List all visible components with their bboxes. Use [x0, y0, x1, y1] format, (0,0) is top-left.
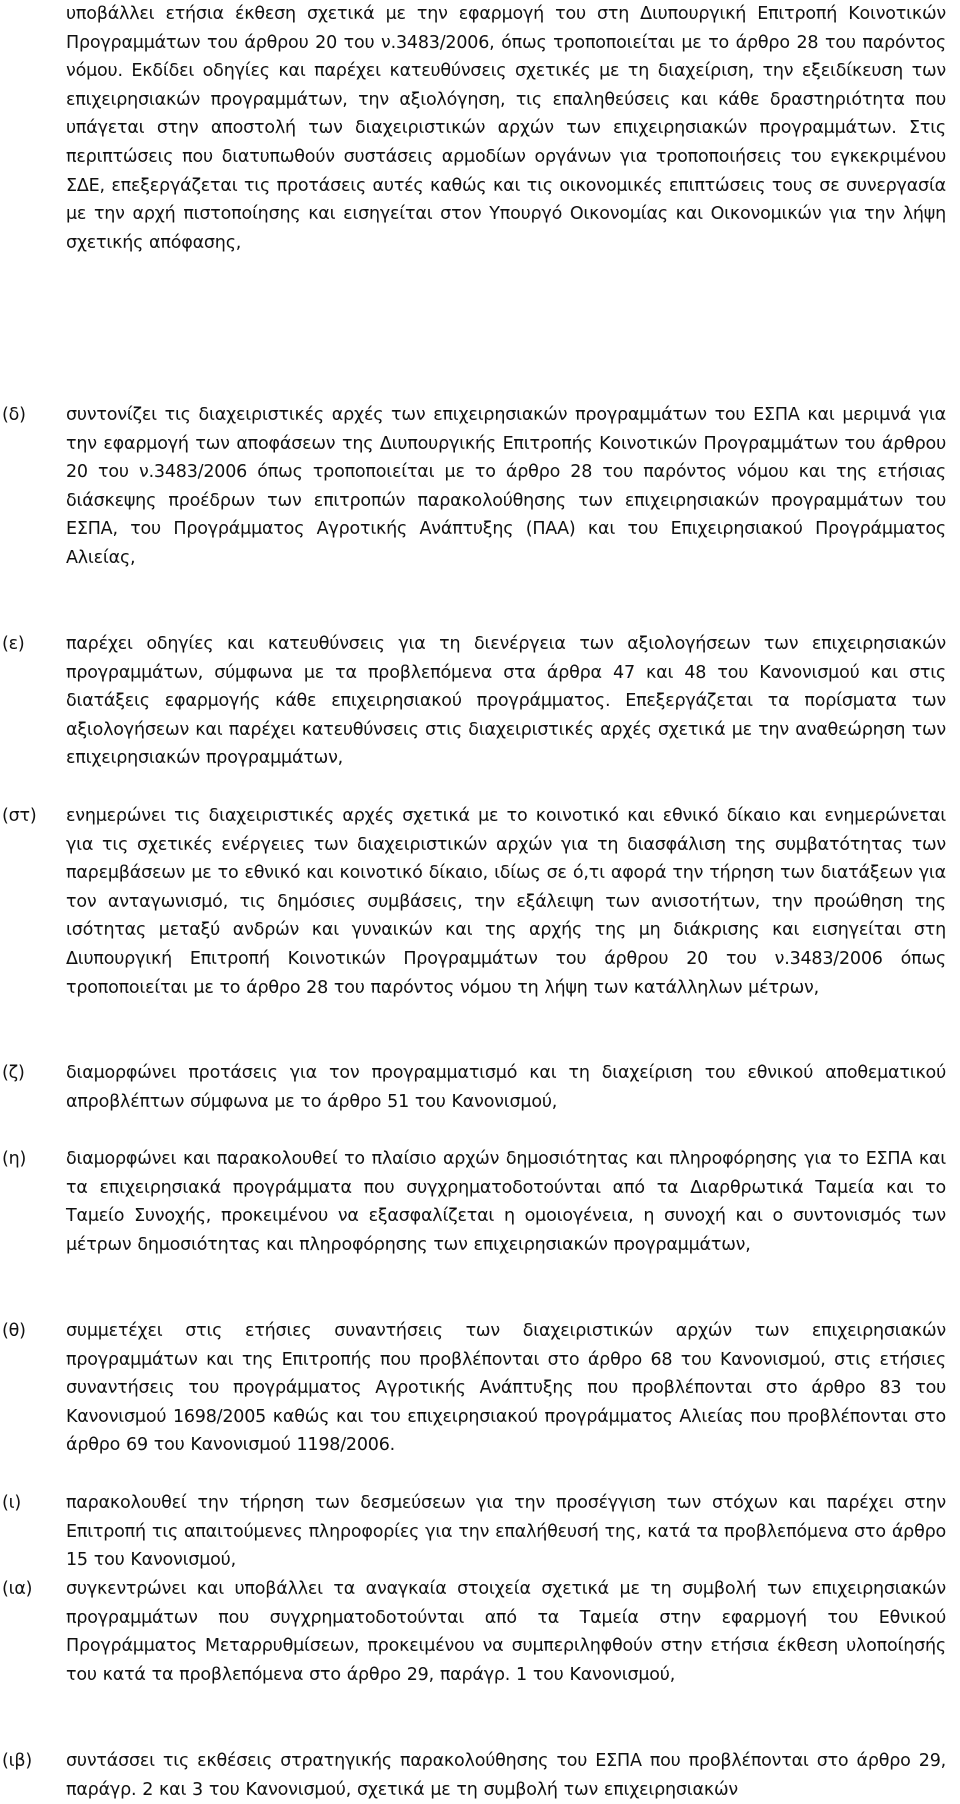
item-marker: (ια) [2, 1579, 33, 1599]
item-marker: (θ) [2, 1321, 26, 1341]
item-text: διαμορφώνει προτάσεις για τον προγραμματισμό και τη διαχείριση του εθνικού αποθεματικού απροβλέπτων σύμφωνα με το άρθρο 51 του Κανονισμού, [66, 1063, 946, 1112]
item-text: συντάσσει τις εκθέσεις στρατηγικής παρακολούθησης του ΕΣΠΑ που προβλέπονται στο άρθρο 29, παράγρ. 2 και 3 του Κανονισμού, σχετικά με τη συμβολή των επιχειρησιακών [66, 1751, 946, 1800]
item-marker: (ιβ) [2, 1751, 32, 1771]
item-text: παρακολουθεί την τήρηση των δεσμεύσεων για την προσέγγιση των στόχων και παρέχει στην Επιτροπή τις απαιτούμενες πληροφορίες για την επαλήθευσή της, κατά τα προβλεπόμενα στο άρθρο 15 του Κανονισμού, [66, 1493, 946, 1571]
item-marker: (ζ) [2, 1063, 25, 1083]
item-text: παρέχει οδηγίες και κατευθύνσεις για τη διενέργεια των αξιολογήσεων των επιχειρησιακών προγραμμάτων, σύμφωνα με τα προβλεπόμενα στα άρθρα 47 και 48 του Κανονισμού και στις διατάξεις εφαρμογής κάθε επιχειρησιακού προγράμματος. Επεξεργάζεται τα πορίσματα των αξιολογήσεων και παρέχει κατευθύνσεις στις διαχειριστικές αρχές σχετικά με την αναθεώρηση των επιχειρησιακών προγραμμάτων, [66, 634, 946, 769]
item-text: συντονίζει τις διαχειριστικές αρχές των επιχειρησιακών προγραμμάτων του ΕΣΠΑ και μεριμνά για την εφαρμογή των αποφάσεων της Διυπουργικής Επιτροπής Κοινοτικών Προγραμμάτων του άρθρου 20 του ν.3483/2006 όπως τροποποιείται με το άρθρο 28 του παρόντος νόμου και της ετήσιας διάσκεψης προέδρων των επιτροπών παρακολούθησης των επιχειρησιακών προγραμμάτων του ΕΣΠΑ, του Προγράμματος Αγροτικής Ανάπτυξης (ΠΑΑ) και του Επιχειρησιακού Προγράμματος Αλιείας, [66, 405, 946, 568]
item-marker: (δ) [2, 405, 26, 425]
item-text: διαμορφώνει και παρακολουθεί το πλαίσιο αρχών δημοσιότητας και πληροφόρησης για το ΕΣΠΑ και τα επιχειρησιακά προγράμματα που συγχρηματοδοτούνται από τα Διαρθρωτικά Ταμεία και το Ταμείο Συνοχής, προκειμένου να εξασφαλίζεται η ομοιογένεια, η συνοχή και ο συντονισμός των μέτρων δημοσιότητας και πληροφόρησης των επιχειρησιακών προγραμμάτων, [66, 1149, 946, 1255]
item-marker: (ι) [2, 1493, 21, 1513]
item-marker: (ε) [2, 634, 25, 654]
item-text: ενημερώνει τις διαχειριστικές αρχές σχετικά με το κοινοτικό και εθνικό δίκαιο και ενημερώνεται για τις σχετικές ενέργειες των διαχειριστικών αρχών για τη διασφάλιση της συμβατότητας των παρεμβάσεων με το εθνικό και κοινοτικό δίκαιο, ιδίως σε ό,τι αφορά την τήρηση των διατάξεων για τον ανταγωνισμό, τις δημόσιες συμβάσεις, την εξάλειψη των ανισοτήτων, την προώθηση της ισότητας μεταξύ ανδρών και γυναικών και της αρχής της μη διάκρισης και εισηγείται στη Διυπουργική Επιτροπή Κοινοτικών Προγραμμάτων του άρθρου 20 του ν.3483/2006 όπως τροποποιείται με το άρθρο 28 του παρόντος νόμου τη λήψη των κατάλληλων μέτρων, [66, 806, 946, 998]
item-marker: (η) [2, 1149, 27, 1169]
item-marker: (στ) [2, 806, 37, 826]
paragraph-text: υποβάλλει ετήσια έκθεση σχετικά με την εφαρμογή του στη Διυπουργική Επιτροπή Κοινοτικών Προγραμμάτων του άρθρου 20 του ν.3483/2006, όπως τροποποιείται με το άρθρο 28 του παρόντος νόμου. Εκδίδει οδηγίες και παρέχει κατευθύνσεις σχετικές με τη διαχείριση, την εξειδίκευση των επιχειρησιακών προγραμμάτων, την αξιολόγηση, τις επαληθεύσεις και κάθε δραστηριότητα που υπάγεται στην αποστολή των διαχειριστικών αρχών των επιχειρησιακών προγραμμάτων. Στις περιπτώσεις που διατυπωθούν συστάσεις αρμοδίων οργάνων για τροποποιήσεις του εγκεκριμένου ΣΔΕ, επεξεργάζεται τις προτάσεις αυτές καθώς και τις οικονομικές επιπτώσεις τους σε συνεργασία με την αρχή πιστοποίησης και εισηγείται στον Υπουργό Οικονομίας και Οικονομικών για την λήψη σχετικής απόφασης, [66, 4, 946, 253]
item-text: συμμετέχει στις ετήσιες συναντήσεις των διαχειριστικών αρχών των επιχειρησιακών προγραμμάτων και της Επιτροπής που προβλέπονται στο άρθρο 68 του Κανονισμού, στις ετήσιες συναντήσεις του προγράμματος Αγροτικής Ανάπτυξης που προβλέπονται στο άρθρο 83 του Κανονισμού 1698/2005 καθώς και του επιχειρησιακού προγράμματος Αλιείας που προβλέπονται στο άρθρο 69 του Κανονισμού 1198/2006. [66, 1321, 946, 1456]
item-text: συγκεντρώνει και υποβάλλει τα αναγκαία στοιχεία σχετικά με τη συμβολή των επιχειρησιακών προγραμμάτων που συγχρηματοδοτούνται από τα Ταμεία στην εφαρμογή του Εθνικού Προγράμματος Μεταρρυθμίσεων, προκειμένου να συμπεριληφθούν στην ετήσια έκθεση υλοποίησής του κατά τα προβλεπόμενα στο άρθρο 29, παράγρ. 1 του Κανονισμού, [66, 1579, 946, 1685]
